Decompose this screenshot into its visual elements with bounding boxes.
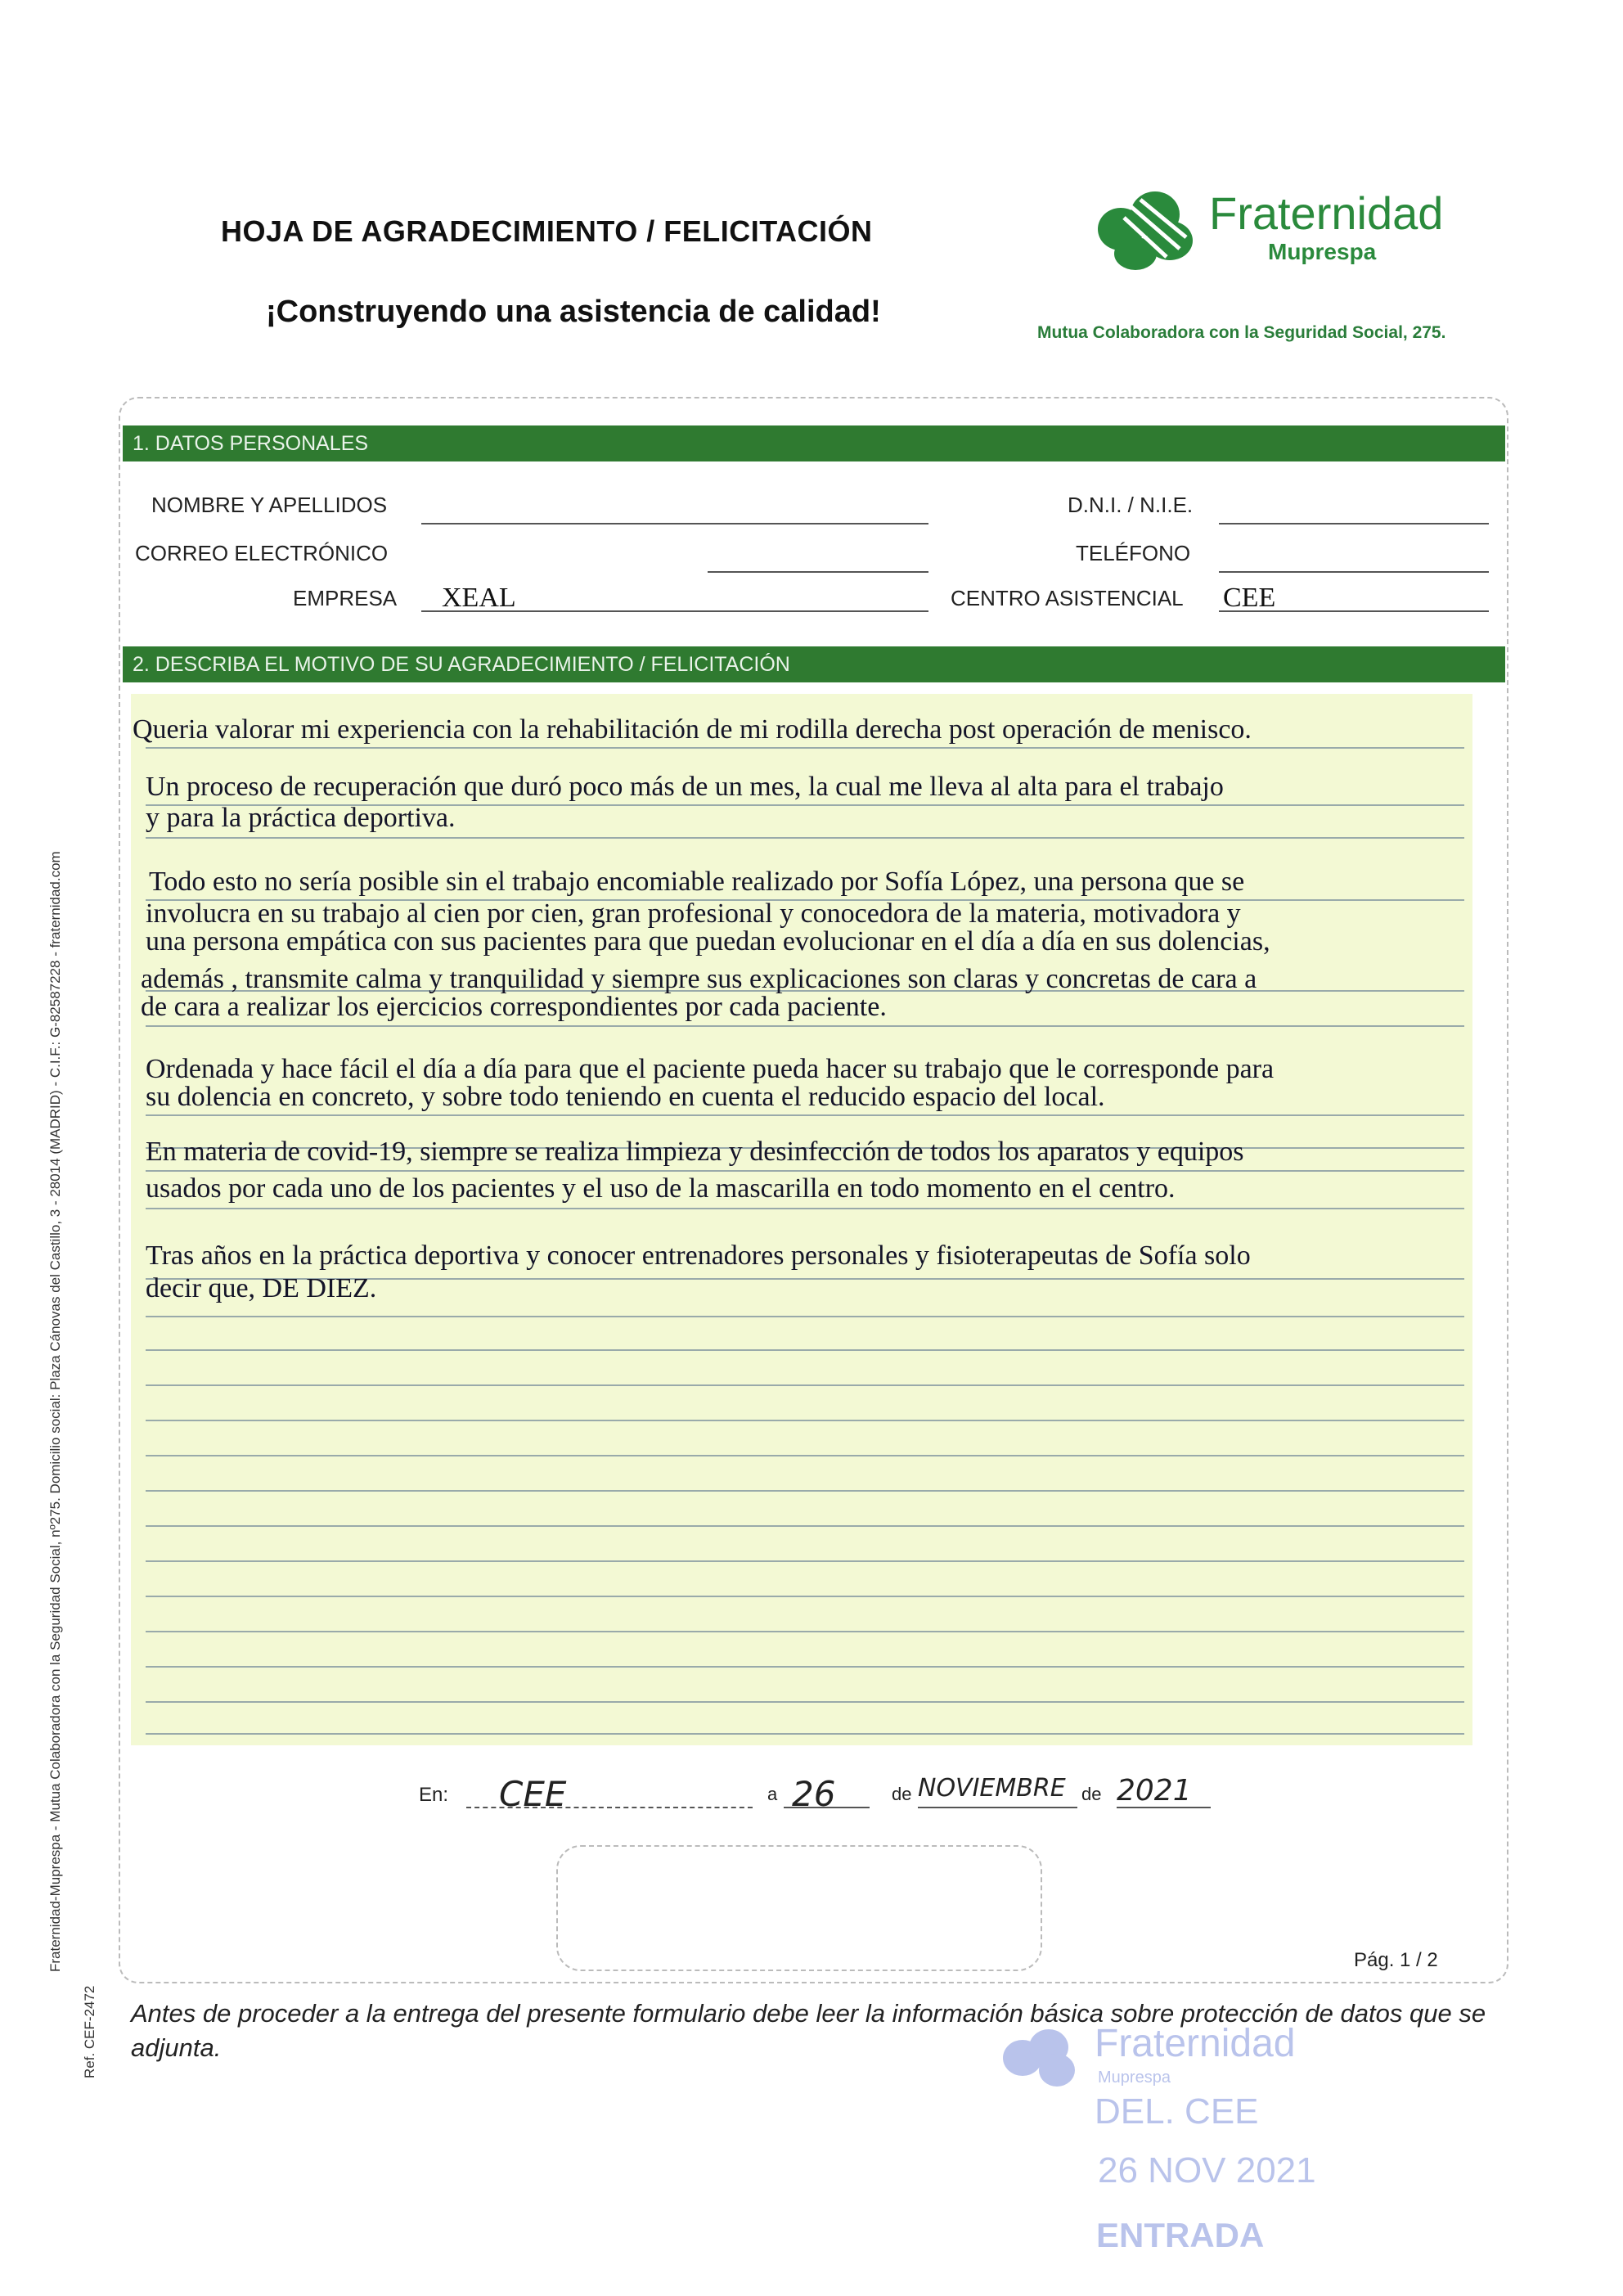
- de-label-2: de: [1081, 1784, 1102, 1804]
- ruled-line: [146, 837, 1464, 839]
- ruled-line: [146, 1170, 1464, 1172]
- motivo-line: de cara a realizar los ejercicios correspondientes por cada paciente.: [141, 992, 887, 1022]
- telefono-field[interactable]: [1219, 543, 1489, 573]
- centro-label: CENTRO ASISTENCIAL: [951, 586, 1184, 610]
- telefono-label: TELÉFONO: [1076, 541, 1191, 565]
- day-value: 26: [792, 1774, 836, 1814]
- motivo-line: su dolencia en concreto, y sobre todo teniendo en cuenta el reducido espacio del local.: [146, 1082, 1105, 1112]
- ruled-line: [146, 1316, 1464, 1317]
- ruled-line: [146, 1420, 1464, 1421]
- stamp-label: ENTRADA: [1096, 2216, 1265, 2254]
- empresa-value: XEAL: [442, 583, 516, 613]
- stamp-date: 26 NOV 2021: [1098, 2150, 1316, 2190]
- dni-field[interactable]: [1219, 495, 1489, 524]
- motivo-line: Queria valorar mi experiencia con la rehabilitación de mi rodilla derecha post operación de menisco.: [133, 714, 1252, 745]
- ruled-line: [146, 1733, 1464, 1735]
- ruled-line: [146, 1596, 1464, 1597]
- ruled-line: [146, 1525, 1464, 1527]
- empresa-field[interactable]: [421, 583, 928, 612]
- stamp-brand: Fraternidad: [1095, 2022, 1296, 2065]
- motivo-line: y para la práctica deportiva.: [146, 803, 456, 833]
- motivo-line: Tras años en la práctica deportiva y conocer entrenadores personales y fisioterapeutas de Sofía solo: [146, 1240, 1251, 1271]
- ruled-line: [146, 747, 1464, 749]
- entry-stamp: [990, 2021, 1342, 2267]
- place-field[interactable]: [466, 1774, 753, 1814]
- a-label: a: [767, 1784, 778, 1804]
- month-field[interactable]: [918, 1774, 1077, 1808]
- en-label: En:: [419, 1784, 449, 1806]
- ruled-line: [146, 1384, 1464, 1386]
- month-value: NOVIEMBRE: [918, 1774, 1066, 1803]
- fraternidad-logo: [1081, 182, 1204, 272]
- dni-label: D.N.I. / N.I.E.: [1068, 493, 1194, 517]
- stamp-logo-icon: [990, 2021, 1088, 2095]
- ruled-line: [146, 1701, 1464, 1703]
- page-number: Pág. 1 / 2: [1354, 1949, 1438, 1971]
- correo-field[interactable]: [708, 543, 928, 573]
- motivo-line: usados por cada uno de los pacientes y el uso de la mascarilla en todo momento en el centro.: [146, 1173, 1176, 1204]
- ruled-line: [146, 1025, 1464, 1027]
- ruled-line: [146, 1208, 1464, 1209]
- motivo-line: En materia de covid-19, siempre se realiza limpieza y desinfección de todos los aparatos y equipos: [146, 1137, 1244, 1167]
- ruled-line: [146, 1490, 1464, 1492]
- side-legal-text: Fraternidad-Muprespa - Mutua Colaboradora con la Seguridad Social, nº275. Domicilio social: Plaza Cánovas del Castillo, 3 - 28014 (MADRID) - C.I.F.: G-82587228 - fraternidad.com: [47, 851, 63, 1972]
- ruled-line: [146, 1666, 1464, 1668]
- centro-value: CEE: [1223, 583, 1276, 613]
- ref-code: Ref. CEF-2472: [82, 1985, 97, 2078]
- stamp-sub: Muprespa: [1098, 2069, 1171, 2087]
- stamp-office: DEL. CEE: [1095, 2091, 1259, 2132]
- ruled-line: [146, 1560, 1464, 1562]
- motivo-line: involucra en su trabajo al cien por cien, gran profesional y conocedora de la materia, motivadora y: [146, 898, 1241, 929]
- data-protection-notice: Antes de proceder a la entrega del presente formulario debe leer la información básica sobre protección de datos que se adjunta.: [131, 1999, 1486, 2062]
- mutua-line: Mutua Colaboradora con la Seguridad Social, 275.: [1037, 323, 1446, 342]
- correo-label: CORREO ELECTRÓNICO: [135, 541, 389, 565]
- day-field[interactable]: [784, 1774, 870, 1814]
- motivo-line: decir que, DE DIEZ.: [146, 1273, 377, 1303]
- form-title: HOJA DE AGRADECIMIENTO / FELICITACIÓN: [221, 214, 873, 248]
- ruled-line: [146, 1455, 1464, 1456]
- brand-name: Fraternidad: [1209, 187, 1444, 239]
- motivo-line: Un proceso de recuperación que duró poco más de un mes, la cual me lleva al alta para el trabajo: [146, 772, 1224, 802]
- motivo-line: además , transmite calma y tranquilidad y siempre sus explicaciones son claras y concretas de cara a: [141, 964, 1257, 994]
- section1-heading: 1. DATOS PERSONALES: [123, 425, 1505, 461]
- empresa-label: EMPRESA: [293, 586, 398, 610]
- ruled-line: [146, 1349, 1464, 1351]
- year-field[interactable]: [1117, 1774, 1211, 1808]
- motivo-line: Todo esto no sería posible sin el trabajo encomiable realizado por Sofía López, una persona que se: [149, 867, 1245, 897]
- motivo-line: una persona empática con sus pacientes para que puedan evolucionar en el día a día en sus dolencias,: [146, 926, 1270, 957]
- year-value: 2021: [1117, 1774, 1192, 1808]
- centro-field[interactable]: [1219, 583, 1489, 612]
- nombre-field[interactable]: [421, 495, 928, 524]
- motivo-line: Ordenada y hace fácil el día a día para que el paciente pueda hacer su trabajo que le corresponde para: [146, 1054, 1275, 1084]
- section2-heading: 2. DESCRIBA EL MOTIVO DE SU AGRADECIMIENTO / FELICITACIÓN: [123, 646, 1505, 682]
- place-value: CEE: [499, 1774, 567, 1814]
- brand-subname: Muprespa: [1268, 239, 1377, 264]
- signature-box[interactable]: [556, 1845, 1042, 1971]
- nombre-label: NOMBRE Y APELLIDOS: [151, 493, 388, 517]
- ruled-line: [146, 1631, 1464, 1632]
- ruled-line: [146, 1114, 1464, 1116]
- form-subtitle: ¡Construyendo una asistencia de calidad!: [266, 295, 881, 329]
- motivo-textarea[interactable]: [131, 694, 1472, 1745]
- de-label-1: de: [892, 1784, 912, 1804]
